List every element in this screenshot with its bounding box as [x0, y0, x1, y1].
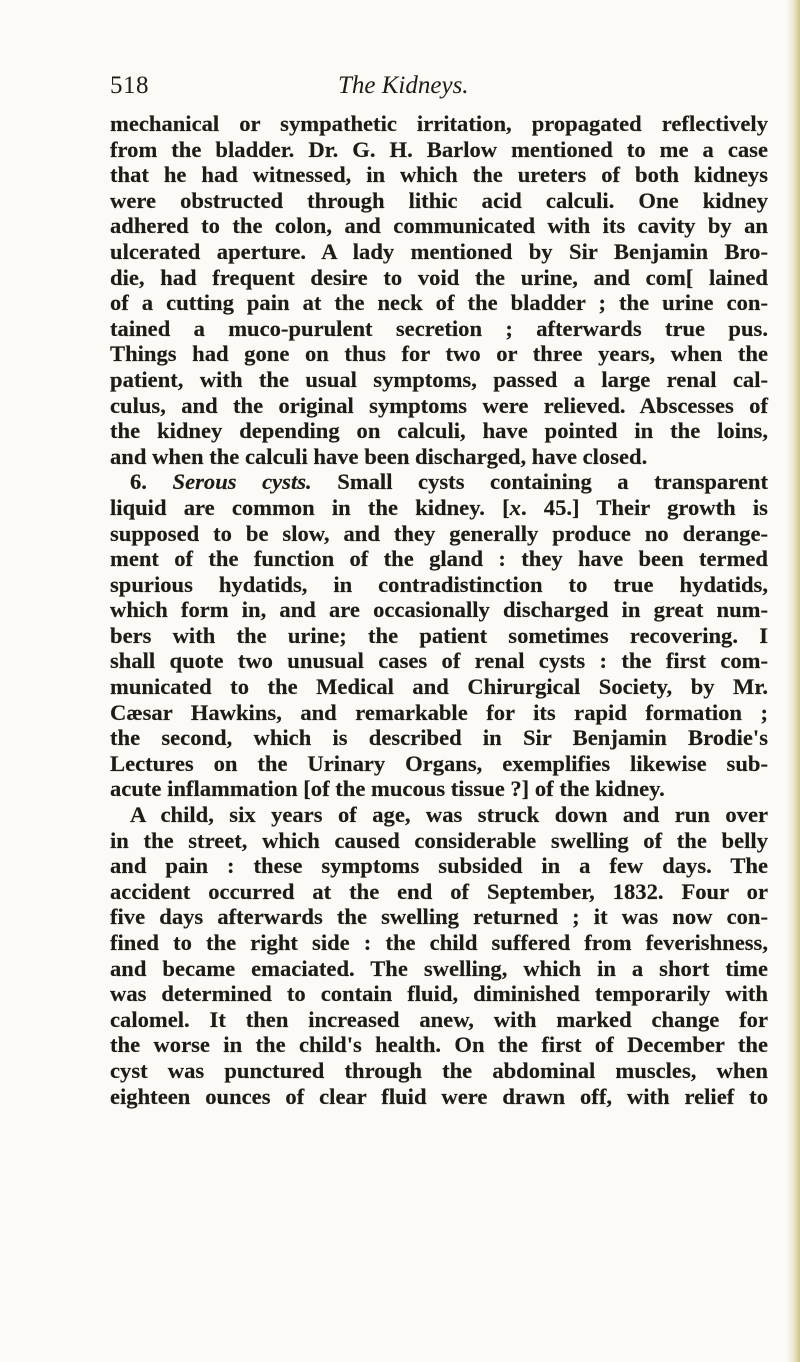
text-line: Things had gone on thus for two or three years, when the — [110, 341, 768, 367]
text-line: and became emaciated. The swelling, which in a short time — [110, 955, 768, 981]
text-line: calomel. It then increased anew, with marked change for — [110, 1006, 768, 1032]
text-line: from the bladder. Dr. G. H. Barlow mentioned to me a case — [110, 136, 768, 162]
text-line: Lectures on the Urinary Organs, exemplifies likewise sub- — [110, 750, 768, 776]
text-line: municated to the Medical and Chirurgical Society, by Mr. — [110, 674, 768, 700]
text-line: eighteen ounces of clear fluid were drawn off, with relief to — [110, 1083, 768, 1109]
text-line: supposed to be slow, and they generally produce no derange- — [110, 520, 768, 546]
text-line: patient, with the usual symptoms, passed a large renal cal- — [110, 366, 768, 392]
text-line — [110, 495, 768, 521]
running-title: The Kidneys. — [338, 72, 469, 99]
text-line: of a cutting pain at the neck of the bladder ; the urine con- — [110, 290, 768, 316]
text-line: spurious hydatids, in contradistinction to true hydatids, — [110, 571, 768, 597]
text-line: culus, and the original symptoms were relieved. Abscesses of — [110, 392, 768, 418]
text-line: cyst was punctured through the abdominal muscles, when — [110, 1057, 768, 1083]
text-line: in the street, which caused considerable swelling of the belly — [110, 827, 768, 853]
text-line: Cæsar Hawkins, and remarkable for its rapid formation ; — [110, 699, 768, 725]
text-line: which form in, and are occasionally discharged in great num- — [110, 597, 768, 623]
text-line: that he had witnessed, in which the ureters of both kidneys — [110, 162, 768, 188]
text-line: shall quote two unusual cases of renal cysts : the first com- — [110, 648, 768, 674]
text-line: tained a muco-purulent secretion ; afterwards true pus. — [110, 315, 768, 341]
text-line: adhered to the colon, and communicated with its cavity by an — [110, 213, 768, 239]
text-line: and when the calculi have been discharged, have closed. — [110, 443, 648, 469]
text-line: ulcerated aperture. A lady mentioned by Sir Benjamin Bro- — [110, 238, 768, 264]
text-line: the kidney depending on calculi, have pointed in the loins, — [110, 418, 768, 444]
text-line: five days afterwards the swelling returned ; it was now con- — [110, 904, 768, 930]
text-line: were obstructed through lithic acid calculi. One kidney — [110, 187, 768, 213]
section-heading: Serous cysts. — [172, 469, 312, 495]
text-fragment: Their growth is — [596, 494, 768, 520]
page-edge-shadow — [786, 0, 800, 1362]
section-number: 6. — [130, 469, 147, 495]
text-line: A child, six years of age, was struck down and run over — [130, 802, 768, 828]
text-line: acute inflammation [of the mucous tissue ?] of the kidney. — [110, 776, 665, 802]
section-first-line — [110, 469, 768, 495]
text-fragment: Small cysts containing a transparent — [337, 469, 768, 495]
text-line: the worse in the child's health. On the first of December the — [110, 1032, 768, 1058]
text-line: ment of the function of the gland : they have been termed — [110, 546, 768, 572]
text-line: mechanical or sympathetic irritation, propagated reflectively — [110, 111, 768, 136]
page-header — [110, 72, 750, 106]
text-line: bers with the urine; the patient sometimes recovering. I — [110, 622, 768, 648]
text-line: and pain : these symptoms subsided in a few days. The — [110, 853, 768, 879]
text-line: was determined to contain fluid, diminished temporarily with — [110, 981, 768, 1007]
text-fragment: liquid are common in the kidney. — [110, 494, 485, 520]
text-line: accident occurred at the end of September, 1832. Four or — [110, 878, 768, 904]
page-number: 518 — [110, 72, 149, 99]
text-line: fined to the right side : the child suffered from feverishness, — [110, 930, 768, 955]
text-line: the second, which is described in Sir Benjamin Brodie's — [110, 725, 768, 751]
figure-reference: [x. 45.] — [502, 494, 580, 520]
body-text — [110, 111, 768, 1109]
text-line: die, had frequent desire to void the urine, and com[ lained — [110, 264, 768, 290]
